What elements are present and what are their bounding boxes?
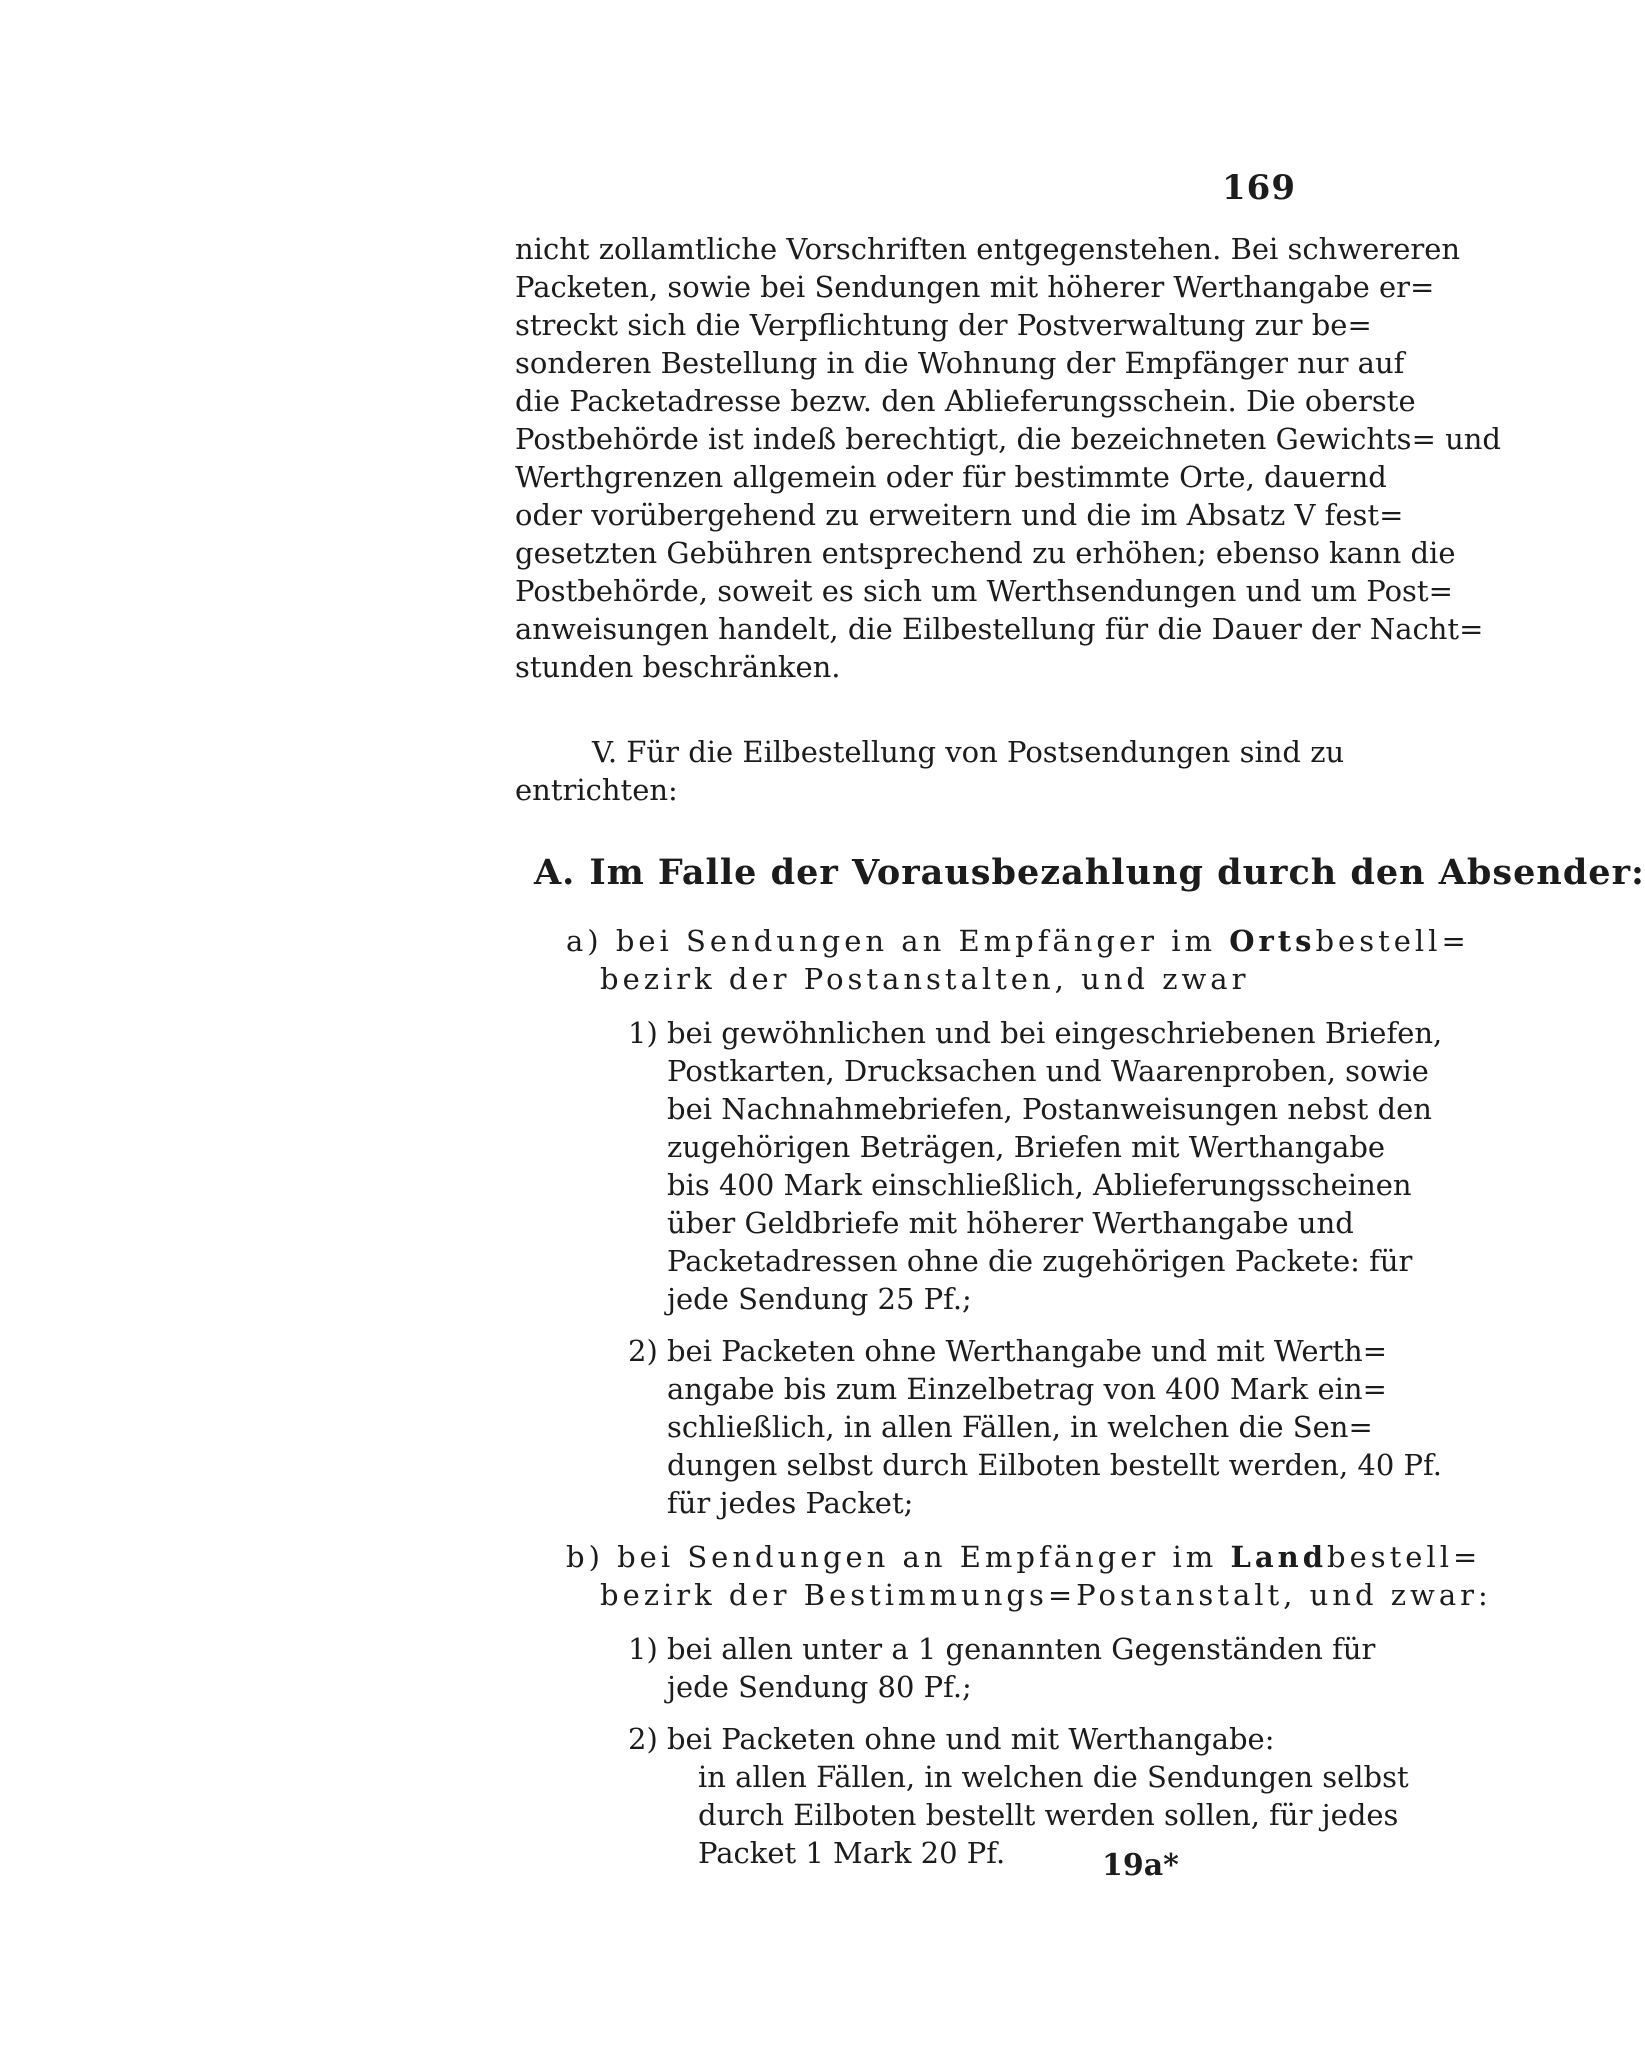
text-line: jede Sendung 25 Pf.; (667, 1282, 972, 1316)
signature-mark: 19a* (1102, 1848, 1179, 1883)
text-line: bei Nachnahmebriefen, Postanweisungen nebst den (667, 1092, 1432, 1126)
text-line: bezirk der Postanstalten, und zwar (600, 962, 1250, 996)
text-line: sonderen Bestellung in die Wohnung der Empfänger nur auf (515, 346, 1405, 380)
text-line (566, 1540, 1481, 1574)
text-line: bezirk der Bestimmungs=Postanstalt, und zwar: (600, 1578, 1492, 1612)
text-line: Postbehörde, soweit es sich um Werthsendungen und um Post= (515, 574, 1453, 608)
section-heading (534, 852, 1645, 893)
text-line: Werthgrenzen allgemein oder für bestimmte Orte, dauernd (515, 460, 1387, 494)
text-line: angabe bis zum Einzelbetrag von 400 Mark ein= (667, 1372, 1387, 1406)
text-line: durch Eilboten bestellt werden sollen, für jedes (698, 1798, 1399, 1832)
text-line: 1) bei gewöhnlichen und bei eingeschriebenen Briefen, (628, 1016, 1443, 1050)
text-span: bestell= (1327, 1540, 1482, 1574)
text-line: Postkarten, Drucksachen und Waarenproben, sowie (667, 1054, 1429, 1088)
text-line: stunden beschränken. (515, 650, 841, 684)
text-line: V. Für die Eilbestellung von Postsendungen sind zu (592, 735, 1345, 769)
text-line: Packetadressen ohne die zugehörigen Packete: für (667, 1244, 1413, 1278)
heading-number: A. (534, 852, 576, 893)
text-line: streckt sich die Verpflichtung der Postverwaltung zur be= (515, 308, 1372, 342)
emphasis-land: Land (1230, 1540, 1328, 1574)
text-line: die Packetadresse bezw. den Ablieferungsschein. Die oberste (515, 384, 1416, 418)
heading-text: Im Falle der Vorausbezahlung durch den Absender: (589, 852, 1645, 893)
text-line: in allen Fällen, in welchen die Sendungen selbst (698, 1760, 1409, 1794)
text-line (566, 924, 1470, 958)
text-line: 2) bei Packeten ohne und mit Werthangabe: (628, 1722, 1275, 1756)
text-line: über Geldbriefe mit höherer Werthangabe und (667, 1206, 1354, 1240)
text-line: gesetzten Gebühren entsprechend zu erhöhen; ebenso kann die (515, 536, 1456, 570)
text-line: dungen selbst durch Eilboten bestellt werden, 40 Pf. (667, 1448, 1442, 1482)
text-line: jede Sendung 80 Pf.; (667, 1670, 972, 1704)
emphasis-orts: Orts (1229, 924, 1316, 958)
text-span: b) bei Sendungen an Empfänger im (566, 1540, 1231, 1574)
page-number: 169 (1222, 168, 1296, 208)
text-line: schließlich, in allen Fällen, in welchen die Sen= (667, 1410, 1373, 1444)
text-line: Packeten, sowie bei Sendungen mit höherer Werthangabe er= (515, 270, 1435, 304)
text-line: entrichten: (515, 773, 678, 807)
text-line: für jedes Packet; (667, 1486, 914, 1520)
text-line: 2) bei Packeten ohne Werthangabe und mit Werth= (628, 1334, 1388, 1368)
text-span: bestell= (1315, 924, 1470, 958)
text-line: nicht zollamtliche Vorschriften entgegenstehen. Bei schwereren (515, 232, 1461, 266)
text-line: oder vorübergehend zu erweitern und die im Absatz V fest= (515, 498, 1404, 532)
text-line: Postbehörde ist indeß berechtigt, die bezeichneten Gewichts= und (515, 422, 1501, 456)
text-line: 1) bei allen unter a 1 genannten Gegenständen für (628, 1632, 1376, 1666)
text-span: a) bei Sendungen an Empfänger im (566, 924, 1230, 958)
text-line: zugehörigen Beträgen, Briefen mit Werthangabe (667, 1130, 1386, 1164)
text-line: bis 400 Mark einschließlich, Ablieferungsscheinen (667, 1168, 1412, 1202)
text-line: anweisungen handelt, die Eilbestellung für die Dauer der Nacht= (515, 612, 1484, 646)
text-line: Packet 1 Mark 20 Pf. (698, 1836, 1006, 1870)
